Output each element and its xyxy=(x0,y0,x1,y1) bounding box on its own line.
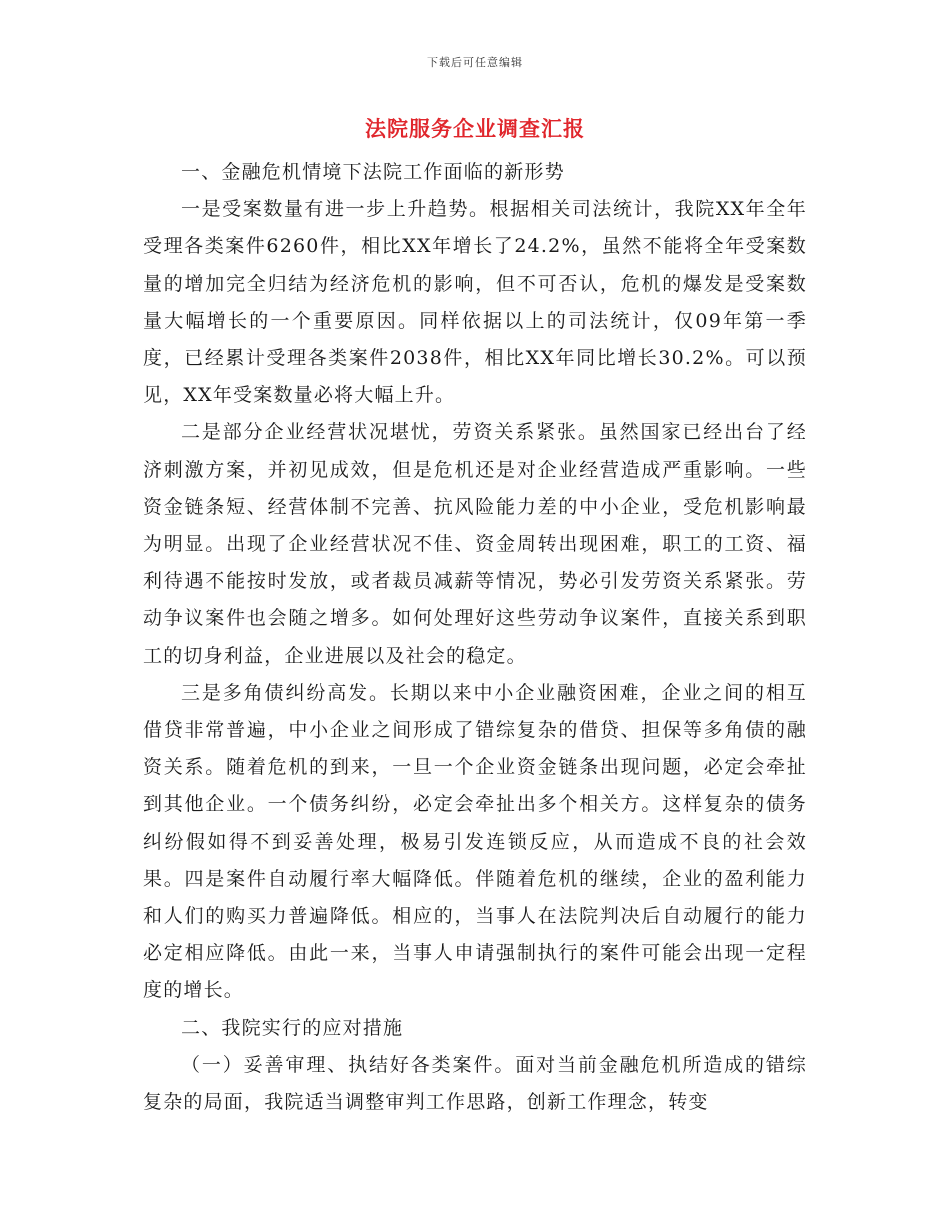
paragraph-case-volume: 一是受案数量有进一步上升趋势。根据相关司法统计，我院XX年全年受理各类案件6260件，相比XX年增长了24.2%，虽然不能将全年受案数量的增加完全归结为经济危机的影响，但不可否认，危机的爆发是受案数量大幅增长的一个重要原因。同样依据以上的司法统计，仅09年第一季度，已经累计受理各类案件2038件，相比XX年同比增长30.2%。可以预见，XX年受案数量必将大幅上升。 xyxy=(143,198,807,407)
paragraph-multi-debt: 三是多角债纠纷高发。长期以来中小企业融资困难，企业之间的相互借贷非常普遍，中小企业之间形成了错综复杂的借贷、担保等多角债的融资关系。随着危机的到来，一旦一个企业资金链条出现问题，必定会牵扯到其他企业。一个债务纠纷，必定会牵扯出多个相关方。这样复杂的债务纠纷假如得不到妥善处理，极易引发连锁反应，从而造成不良的社会效果。四是案件自动履行率大幅降低。伴随着危机的继续，企业的盈利能力和人们的购买力普遍降低。相应的，当事人在法院判决后自动履行的能力必定相应降低。由此一来，当事人申请强制执行的案件可能会出现一定程度的增长。 xyxy=(143,681,807,1002)
section-heading-2: 二、我院实行的应对措施 xyxy=(181,1016,404,1039)
document-title: 法院服务企业调查汇报 xyxy=(365,116,585,141)
document-body xyxy=(143,154,807,1121)
section-heading-1: 一、金融危机情境下法院工作面临的新形势 xyxy=(181,161,565,183)
header-note: 下载后可任意编辑 xyxy=(427,56,523,69)
paragraph-measures-1: （一）妥善审理、执结好各类案件。面对当前金融危机所造成的错综复杂的局面，我院适当调整审判工作思路，创新工作理念，转变 xyxy=(143,1053,807,1114)
paragraph-labor-relations: 二是部分企业经营状况堪忧，劳资关系紧张。虽然国家已经出台了经济刺激方案，并初见成效，但是危机还是对企业经营造成严重影响。一些资金链条短、经营体制不完善、抗风险能力差的中小企业，受危机影响最为明显。出现了企业经营状况不佳、资金周转出现困难，职工的工资、福利待遇不能按时发放，或者裁员减薪等情况，势必引发劳资关系紧张。劳动争议案件也会随之增多。如何处理好这些劳动争议案件，直接关系到职工的切身利益，企业进展以及社会的稳定。 xyxy=(143,421,807,667)
